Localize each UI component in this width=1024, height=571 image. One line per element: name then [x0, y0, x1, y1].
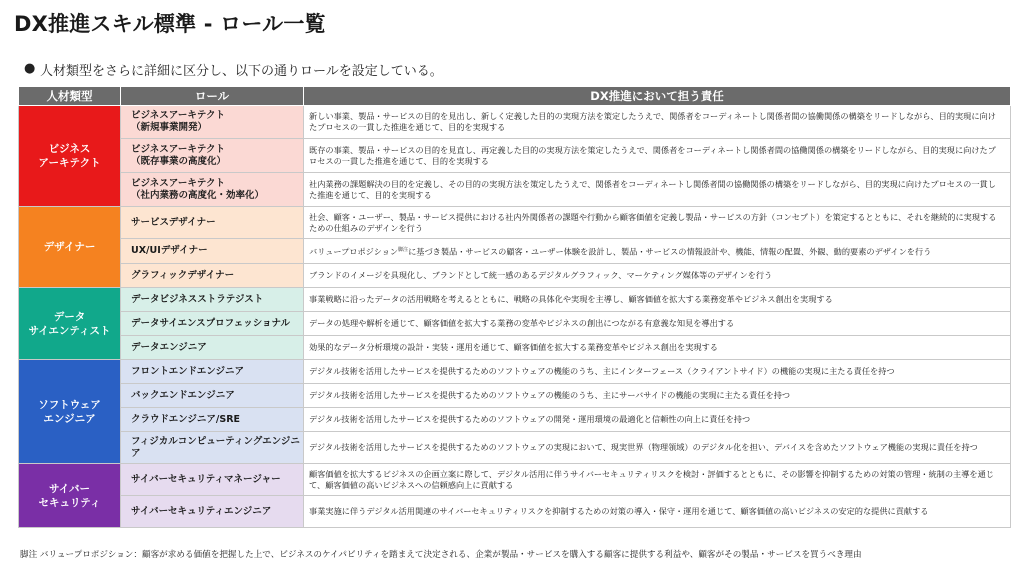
table-row [19, 139, 1011, 173]
role-responsibility: デジタル技術を活用したサービスを提供するためのソフトウェアの開発・運用環境の最適化と信頼性の向上に責任を持つ [304, 408, 1011, 432]
table-row [19, 264, 1011, 288]
role-responsibility: デジタル技術を活用したサービスを提供するためのソフトウェアの機能のうち、主にサーバサイドの機能の実現に主たる責任を持つ [304, 384, 1011, 408]
header-responsibility: DX推進において担う責任 [304, 87, 1011, 106]
role-responsibility: 新しい事業、製品・サービスの目的を見出し、新しく定義した目的の実現方法を策定したうえで、関係者をコーディネートし関係者間の協働関係の構築をリードしながら、目的実現に向けたプロセスの一貫した推進を通じて、目的を実現する [304, 106, 1011, 139]
table-row [19, 432, 1011, 464]
role-responsibility: 既存の事業、製品・サービスの目的を見直し、再定義した目的の実現方法を策定したうえで、関係者をコーディネートし関係者間の協働関係の構築をリードしながら、目的実現に向けたプロセスの一貫した推進を通じて、目的を実現する [304, 139, 1011, 173]
role-responsibility: 事業戦略に沿ったデータの活用戦略を考えるとともに、戦略の具体化や実現を主導し、顧客価値を拡大する業務変革やビジネス創出を実現する [304, 288, 1011, 312]
value-proposition-term: バリュープロポジション [309, 246, 399, 257]
role-responsibility: 顧客価値を拡大するビジネスの企画立案に際して、デジタル活用に伴うサイバーセキュリティリスクを検討・評価するとともに、その影響を抑制するための対策の管理・統制の主導を通じて、顧客価値の高いビジネスへの信頼感向上に貢献する [304, 464, 1011, 496]
table-row [19, 312, 1011, 336]
group-software-engineer: ソフトウェア エンジニア [19, 360, 121, 464]
page-title: DX推進スキル標準 - ロール一覧 [14, 12, 326, 36]
role-name: ビジネスアーキテクト （新規事業開発） [121, 106, 304, 139]
group-cyber-security: サイバー セキュリティ [19, 464, 121, 528]
table-row [19, 496, 1011, 528]
role-responsibility: ブランドのイメージを具現化し、ブランドとして統一感のあるデジタルグラフィック、マーケティング媒体等のデザインを行う [304, 264, 1011, 288]
role-name: フィジカルコンピューティングエンジニア [121, 432, 304, 464]
table-row [19, 239, 1011, 264]
responsibility-rest: に基づき製品・サービスの顧客・ユーザー体験を設計し、製品・サービスの情報設計や、機能、情報の配置、外観、動的要素のデザインを行う [408, 246, 932, 257]
footnote-marker: 脚注 [398, 246, 409, 253]
table-row [19, 106, 1011, 139]
role-name: データサイエンスプロフェッショナル [121, 312, 304, 336]
role-responsibility [304, 239, 1011, 264]
role-responsibility: 社会、顧客・ユーザー、製品・サービス提供における社内外関係者の課題や行動から顧客価値を定義し製品・サービスの方針（コンセプト）を策定するとともに、それを継続的に実現するための仕組みのデザインを行う [304, 207, 1011, 239]
role-responsibility: デジタル技術を活用したサービスを提供するためのソフトウェアの実現において、現実世界（物理領域）のデジタル化を担い、デバイスを含めたソフトウェア機能の実現に責任を持つ [304, 432, 1011, 464]
table-row [19, 360, 1011, 384]
group-business-architect: ビジネス アーキテクト [19, 106, 121, 207]
role-name: データエンジニア [121, 336, 304, 360]
role-name: ビジネスアーキテクト （社内業務の高度化・効率化） [121, 173, 304, 207]
table-row [19, 207, 1011, 239]
table-row [19, 336, 1011, 360]
page-subtitle: 人材類型をさらに詳細に区分し、以下の通りロールを設定している。 [40, 64, 443, 79]
role-name: UX/UIデザイナー [121, 239, 304, 264]
header-role: ロール [121, 87, 304, 106]
role-name: フロントエンドエンジニア [121, 360, 304, 384]
role-responsibility: デジタル技術を活用したサービスを提供するためのソフトウェアの機能のうち、主にインターフェース（クライアントサイド）の機能の実現に主たる責任を持つ [304, 360, 1011, 384]
role-name: クラウドエンジニア/SRE [121, 408, 304, 432]
role-name: サービスデザイナー [121, 207, 304, 239]
role-responsibility: データの処理や解析を通じて、顧客価値を拡大する業務の変革やビジネスの創出につながる有意義な知見を導出する [304, 312, 1011, 336]
table-row [19, 464, 1011, 496]
table-row [19, 384, 1011, 408]
role-responsibility: 効果的なデータ分析環境の設計・実装・運用を通じて、顧客価値を拡大する業務変革やビジネス創出を実現する [304, 336, 1011, 360]
role-name: グラフィックデザイナー [121, 264, 304, 288]
role-name: ビジネスアーキテクト （既存事業の高度化） [121, 139, 304, 173]
group-data-scientist: データ サイエンティスト [19, 288, 121, 360]
role-name: データビジネスストラテジスト [121, 288, 304, 312]
role-responsibility: 事業実施に伴うデジタル活用関連のサイバーセキュリティリスクを抑制するための対策の導入・保守・運用を通じて、顧客価値の高いビジネスの安定的な提供に貢献する [304, 496, 1011, 528]
footnote: 脚注 バリュープロポジション：顧客が求める価値を把握した上で、ビジネスのケイパビリティを踏まえて決定される、企業が製品・サービスを購入する顧客に提供する利益や、顧客がその製品・サービスを買うべき理由 [20, 550, 862, 560]
group-designer: デザイナー [19, 207, 121, 288]
bullet-icon: ● [24, 61, 36, 76]
role-name: バックエンドエンジニア [121, 384, 304, 408]
role-name: サイバーセキュリティエンジニア [121, 496, 304, 528]
header-type: 人材類型 [19, 87, 121, 106]
role-table [18, 86, 1011, 528]
role-name: サイバーセキュリティマネージャー [121, 464, 304, 496]
role-responsibility: 社内業務の課題解決の目的を定義し、その目的の実現方法を策定したうえで、関係者をコーディネートし関係者間の協働関係の構築をリードしながら、目的実現に向けたプロセスの一貫した推進を通じて、目的を実現する [304, 173, 1011, 207]
table-row [19, 408, 1011, 432]
table-row [19, 288, 1011, 312]
table-row [19, 173, 1011, 207]
table-header-row [19, 87, 1011, 106]
